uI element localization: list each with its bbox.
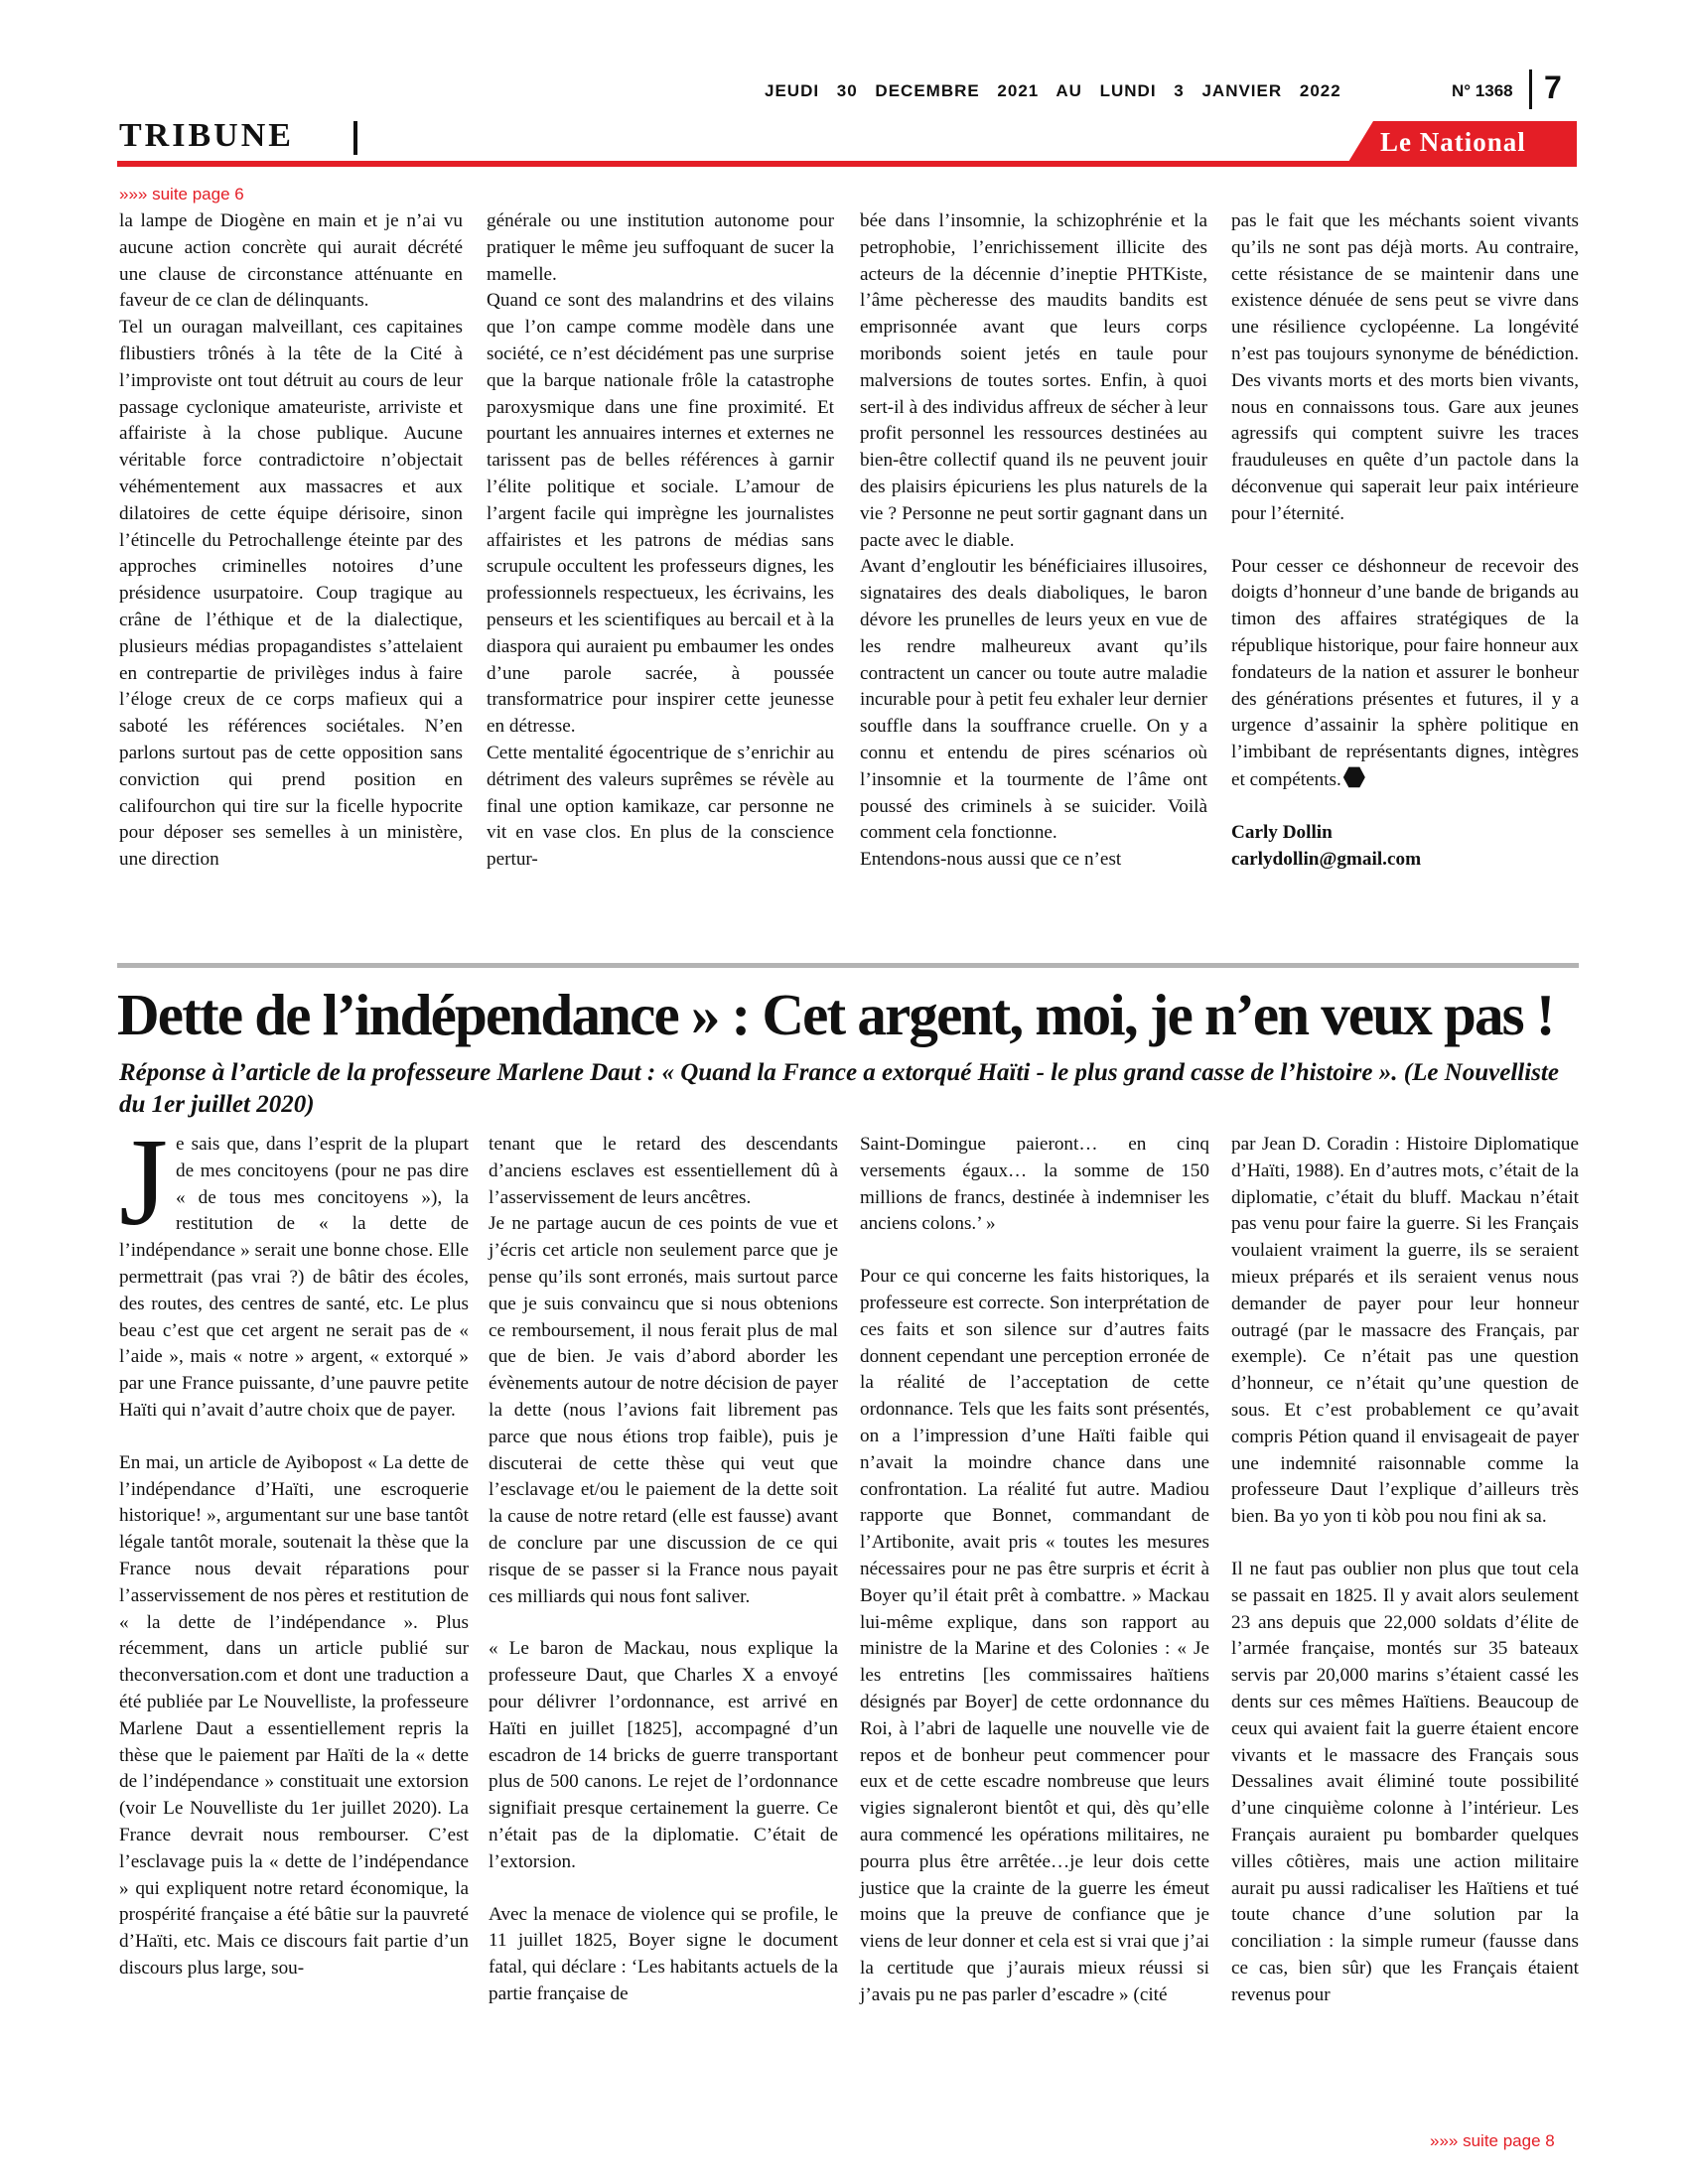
header-divider bbox=[1529, 69, 1532, 109]
paragraph bbox=[119, 1114, 469, 1425]
paragraph: Pour ce qui concerne les faits historiques, la professeure est correcte. Son interprétation de ces faits et son silence sur d’autres faits donnent cependant une perception erronée de la réalité de l’acceptation de cette ordonnance. Tels que les faits sont présentés, on a l’impression d’une Haïti faible qui n’avait la moindre chance dans une confrontation. La réalité fut autre. Madiou rapporte que Bonnet, commandant de l’Artibonite, avait pris « toutes les mesures nécessaires pour ne pas être surpris et écrit à Boyer qu’il était prêt à combattre. » Mackau lui-même explique, dans son rapport au ministre de la Marine et des Colonies : « Je les entretins [les commissaires haïtiens désignés par Boyer] de cette ordonnance du Roi, à l’abri de laquelle une nouvelle vie de repos et de bonheur peut commencer pour eux et de cette escadre nombreuse que leurs vigies signaleront bientôt et qui, dès qu’elle aura commencé les opérations militaires, ne pourra plus être arrêtée…je leur dois cette justice que la crainte de la guerre les émeut moins que la preuve de confiance que je viens de leur donner et cela est si vrai que j’ai la certitude que j’aurais mieux réussi si j’avais pu ne pas parler d’escadre » (cité bbox=[860, 1266, 1209, 2005]
tribune-column-3 bbox=[860, 208, 1207, 874]
paragraph: Il ne faut pas oublier non plus que tout cela se passait en 1825. Il y avait alors seulement 23 ans depuis que 22,000 soldats d’élite de l’armée française, montés sur 35 bateaux servis par 20,000 marins s’étaient cassé les dents sur ces mêmes Haïtiens. Beaucoup de ceux qui avaient fait la guerre étaient encore vivants et le massacre des Français sous Dessalines avait éliminé toute possibilité d’une cinquième colonne à l’intérieur. Les Français auraient pu bombarder quelques villes côtières, mais une action militaire aurait pu aussi radicaliser les Haïtiens et tué toute chance d’une solution par la conciliation : la simple rumeur (fausse dans ce cas, bien sûr) que les Français étaient revenus pour bbox=[1231, 1558, 1579, 2005]
issue-number: N° 1368 bbox=[1452, 81, 1513, 100]
tribune-column-4 bbox=[1231, 208, 1579, 873]
article-subhead: Réponse à l’article de la professeure Marlene Daut : « Quand la France a extorqué Haïti - le plus grand casse de l’histoire ». (Le Nouvelliste du 1er juillet 2020) bbox=[119, 1059, 1559, 1118]
paragraph: En mai, un article de Ayibopost « La dette de l’indépendance d’Haïti, une escroquerie historique! », argumentant sur une base tantôt légale tantôt morale, soutenait la thèse que la France nous devait réparations pour l’asservissement de nos pères et restitution de « la dette de l’indépendance ». Plus récemment, dans un article publié sur theconversation.com et dont une traduction a été publiée par Le Nouvelliste, la professeure Marlene Daut a essentiellement repris la thèse que le paiement par Haïti de la « dette de l’indépendance » constituait une extorsion (voir Le Nouvelliste du 1er juillet 2020). La France devrait nous rembourser. C’est l’esclavage puis la « dette de l’indépendance » qui expliquent notre retard économique, la prospérité française a été bâtie sur la pauvreté d’Haïti, etc. Mais ce discours fait partie d’un discours plus large, sou- bbox=[119, 1451, 469, 1979]
continued-from: »»» suite page 6 bbox=[119, 185, 244, 204]
drop-cap: J bbox=[119, 1114, 169, 1252]
paragraph: bée dans l’insomnie, la schizophrénie et la petrophobie, l’enrichissement illicite des acteurs de la décennie d’ineptie PHTKiste, l’âme pècheresse des maudits bandits est emprisonnée avant que leurs corps moribonds soient jetés en taule pour malversions de toutes sortes. Enfin, à quoi sert-il à des individus affreux de sécher à leur profit personnel les ressources destinées au bien-être collectif quand ils ne peuvent jouir des plaisirs épicuriens les plus naturels de la vie ? Personne ne peut sortir gagnant dans un pacte avec le diable. bbox=[860, 210, 1207, 551]
paragraph: la lampe de Diogène en main et je n’ai vu aucune action concrète qui aurait décrété une clause de circonstance atténuante en faveur de ce clan de délinquants. bbox=[119, 210, 463, 312]
paragraph: Quand ce sont des malandrins et des vilains que l’on campe comme modèle dans une société, ce n’est décidément pas une surprise que la barque nationale frôle la catastrophe paroxysmique dans une fine proximité. Et pourtant les annuaires internes et externes ne tarissent pas de belles références à garnir l’élite politique et sociale. L’amour de l’argent facile qui imprègne les journalistes affairistes et les patrons de médias sans scrupule occultent les professeurs dignes, les professionnels respectueux, les écrivains, les penseurs et les scientifiques au bercail et à la diaspora qui auraient pu embaumer les ondes d’une parole sacrée, à poussée transformatrice pour inspirer cette jeunesse en détresse. bbox=[487, 290, 834, 738]
continued-to: »»» suite page 8 bbox=[1430, 2131, 1555, 2150]
article-column-3 bbox=[860, 1132, 1209, 2009]
article-column-4 bbox=[1231, 1132, 1579, 2009]
tribune-column-1 bbox=[119, 208, 463, 874]
paragraph: générale ou une institution autonome pour pratiquer le même jeu suffoquant de sucer la mamelle. bbox=[487, 210, 834, 285]
paragraph bbox=[1231, 554, 1579, 794]
paragraph: Je ne partage aucun de ces points de vue et j’écris cet article non seulement parce que je pense qu’ils sont erronés, mais surtout parce que je suis convaincu que si nous obtenions ce remboursement, il nous ferait plus de mal que de bien. Je vais d’abord aborder les évènements autour de notre décision de payer la dette (nous l’avions fait librement pas parce que nous étions trop faible), puis je discuterai de cette thèse qui veut que l’esclavage et/ou le paiement de la dette soit la cause de notre retard (elle est fausse) avant de conclure par une discussion de ce qui risque de se passer si la France nous payait ces milliards qui nous font saliver. bbox=[489, 1213, 838, 1607]
paragraph: par Jean D. Coradin : Histoire Diplomatique d’Haïti, 1988). En d’autres mots, c’était de la diplomatie, c’était du bluff. Mackau n’était pas venu pour faire la guerre. Si les Français voulaient vraiment la guerre, ils se seraient mieux préparés et ils seraient venus nous demander de payer pour leur honneur outragé (par le massacre des Français, par exemple). Ce n’était pas une question d’honneur, ce n’était qu’une question de sous. Et c’est probablement ce qu’avait compris Pétion quand il envisageait de payer une indemnité raisonnable comme la professeure Daut l’explique d’ailleurs très bien. Ba yo yon ti kòb pou nou fini ak sa. bbox=[1231, 1134, 1579, 1528]
paragraph: Cette mentalité égocentrique de s’enrichir au détriment des valeurs suprêmes se révèle au final une option kamikaze, car personne ne vit en vase clos. En plus de la conscience pertur- bbox=[487, 742, 834, 871]
paragraph: Avec la menace de violence qui se profile, le 11 juillet 1825, Boyer signe le document fatal, qui déclare : ‘Les habitants actuels de la partie française de bbox=[489, 1903, 838, 2004]
end-mark-icon bbox=[1343, 766, 1365, 788]
author-name: Carly Dollin bbox=[1231, 821, 1333, 843]
section-divider bbox=[353, 121, 357, 155]
page-number: 7 bbox=[1544, 69, 1562, 105]
paragraph: Entendons-nous aussi que ce n’est bbox=[860, 849, 1122, 871]
dateline: JEUDI 30 DECEMBRE 2021 AU LUNDI 3 JANVIER 2022 bbox=[765, 81, 1341, 100]
paragraph: Avant d’engloutir les bénéficiaires illusoires, signataires des deals diaboliques, le baron dévore les prunelles de leurs yeux en vue de les rendre malheureux avant qu’ils contractent un cancer ou toute autre maladie incurable pour à petit feu exhaler leur dernier souffle dans la souffrance cruelle. On y a connu et entendu de pires scénarios où l’insomnie et la tourmente de l’âme ont poussé des criminels à se suicider. Voilà comment cela fonctionne. bbox=[860, 556, 1207, 844]
paragraph: Tel un ouragan malveillant, ces capitaines flibustiers trônés à la tête de la Cité à l’improviste ont tout détruit au cours de leur passage cyclonique amateuriste, arriviste et affairiste à la chose publique. Aucune véritable force contradictoire n’objectait véhémentement aux massacres et aux dilatoires de cette équipe dérisoire, sinon l’étincelle du Petrochallenge éteinte par des approches criminelles notoires d’une présidence usurpatoire. Coup tragique au crâne de l’éthique et de la dialectique, plusieurs médias propagandistes s’attelaient en contrepartie de privilèges indus à faire l’éloge creux de ce corps mafieux qui a saboté les références sociétales. N’en parlons surtout pas de cette opposition sans conviction qui prend position en califourchon qui tire sur la ficelle hypocrite pour déposer ses semelles à un ministère, une direction bbox=[119, 317, 463, 871]
paper-name: Le National bbox=[1380, 127, 1526, 157]
article-column-1 bbox=[119, 1114, 469, 1982]
author-email[interactable]: carlydollin@gmail.com bbox=[1231, 848, 1422, 870]
article-column-2 bbox=[489, 1132, 838, 2008]
tribune-column-2 bbox=[487, 208, 834, 874]
section-title: TRIBUNE bbox=[119, 117, 294, 154]
paragraph: pas le fait que les méchants soient vivants qu’ils ne sont pas déjà morts. Au contraire, cette résistance de se maintenir dans une existence dénuée de sens peut se vivre dans une résilience cyclopéenne. La longévité n’est pas toujours synonyme de bénédiction. Des vivants morts et des morts bien vivants, nous en connaissons tous. Gare aux jeunes agressifs qui comptent suivre les traces frauduleuses en quête d’un pactole dans la déconvenue qui saperait leur paix intérieure pour l’éternité. bbox=[1231, 210, 1579, 524]
article-separator bbox=[117, 963, 1579, 968]
paragraph: « Le baron de Mackau, nous explique la professeure Daut, que Charles X a envoyé pour délivrer l’ordonnance, est arrivé en Haïti en juillet [1825], accompagné d’un escadron de 14 bricks de guerre transportant plus de 500 canons. Le rejet de l’ordonnance signifiait presque certainement la guerre. Ce n’était pas de la diplomatie. C’était de l’extorsion. bbox=[489, 1638, 838, 1872]
article-headline: Dette de l’indépendance » : Cet argent, moi, je n’en veux pas ! bbox=[117, 982, 1554, 1047]
paragraph: tenant que le retard des descendants d’anciens esclaves est essentiellement dû à l’asservissement de leurs ancêtres. bbox=[489, 1134, 838, 1208]
paragraph-text: Pour cesser ce déshonneur de recevoir des doigts d’honneur d’une bande de brigands au timon des affaires stratégiques de la république historique, pour faire honneur aux fondateurs de la nation et assurer le bonheur des générations présentes et futures, il y a urgence d’assainir la sphère politique en l’imbibant de représentants dignes, intègres et compétents. bbox=[1231, 555, 1579, 790]
paragraph: Saint-Domingue paieront… en cinq versements égaux… la somme de 150 millions de francs, destinée à indemniser les anciens colons.’ » bbox=[860, 1134, 1209, 1235]
paragraph-text: e sais que, dans l’esprit de la plupart de mes concitoyens (pour ne pas dire « de tous mes concitoyens »), la restitution de « la dette de l’indépendance » serait une bonne chose. Elle permettrait (pas vrai ?) de bâtir des écoles, des routes, des centres de santé, etc. Le plus beau c’est que cet argent ne serait pas de « l’aide », mais « notre » argent, « extorqué » par une France puissante, d’une pauvre petite Haïti qui n’avait d’autre choix que de payer. bbox=[119, 1134, 469, 1421]
